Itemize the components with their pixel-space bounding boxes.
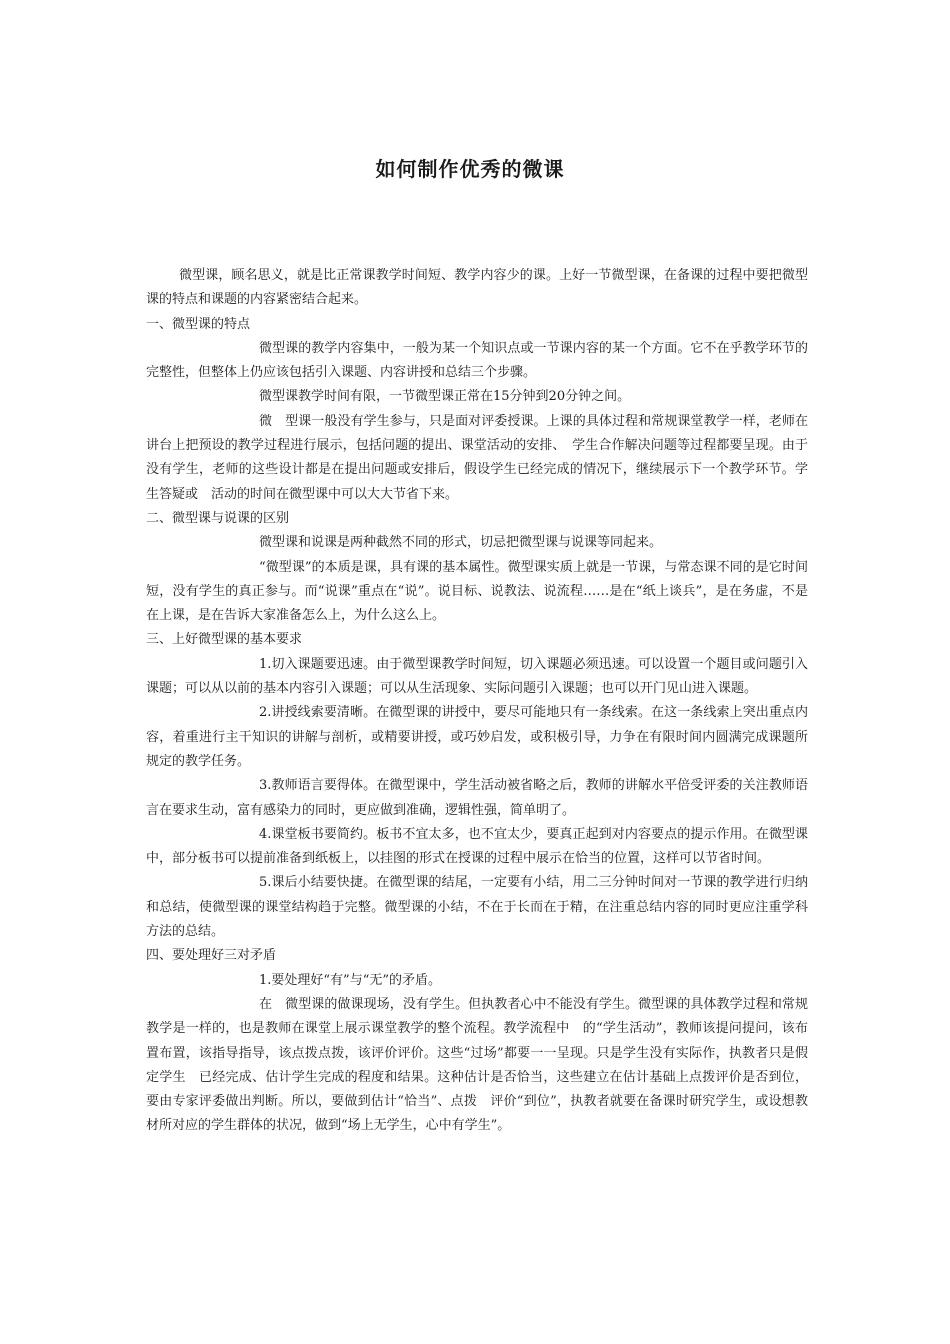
- section-heading-1: 一、微型课的特点: [146, 316, 251, 332]
- paragraph: 微 型课一般没有学生参与，只是面对评委授课。上课的具体过程和常规课堂教学一样，老师在讲台上把预设的教学过程进行展示，包括问题的提出、课堂活动的安排、 学生合作解决问题等过程都要呈现。由于没有学生，老师的这些设计都是在提出问题或安排后，假设学生已经完成的情况下，继续展示下一个教学环节。学生答疑或 活动的时间在微型课中可以大大节省下来。: [146, 413, 808, 502]
- document-title: 如何制作优秀的微课: [375, 157, 565, 181]
- intro-paragraph: 微型课，顾名思义，就是比正常课教学时间短、教学内容少的课。上好一节微型课，在备课的过程中要把微型课的特点和课题的内容紧密结合起来。: [146, 268, 808, 308]
- paragraph: “微型课”的本质是课，具有课的基本属性。微型课实质上就是一节课，与常态课不同的是它时间短，没有学生的真正参与。而“说课”重点在“说”。说目标、说教法、说流程……是在“纸上谈兵”，是在务虚，不是在上课，是在告诉大家准备怎么上，为什么这么上。: [146, 559, 808, 624]
- document-body: [146, 264, 808, 1139]
- paragraph: 微型课的教学内容集中，一般为某一个知识点或一节课内容的某一个方面。它不在乎教学环节的完整性，但整体上仍应该包括引入课题、内容讲授和总结三个步骤。: [146, 340, 808, 381]
- paragraph: 4.课堂板书要简约。板书不宜太多，也不宜太少，要真正起到对内容要点的提示作用。在微型课中，部分板书可以提前准备到纸板上，以挂图的形式在授课的过程中展示在恰当的位置，这样可以节省时间。: [146, 826, 808, 867]
- paragraph: 微型课和说课是两种截然不同的形式，切忌把微型课与说课等同起来。: [259, 535, 663, 551]
- paragraph: 微型课教学时间有限，一节微型课正常在15分钟到20分钟之间。: [259, 389, 631, 405]
- paragraph: 5.课后小结要快捷。在微型课的结尾，一定要有小结，用二三分钟时间对一节课的教学进行归纳和总结，使微型课的课堂结构趋于完整。微型课的小结，不在于长而在于精，在注重总结内容的同时更应注重学科方法的总结。: [146, 875, 808, 940]
- section-heading-2: 二、微型课与说课的区别: [146, 510, 290, 526]
- section-heading-4: 四、要处理好三对矛盾: [146, 948, 277, 964]
- paragraph: 2.讲授线索要清晰。在微型课的讲授中，要尽可能地只有一条线索。在这一条线索上突出重点内容，着重进行主干知识的讲解与剖析，或精要讲授，或巧妙启发，或积极引导，力争在有限时间内圆满完成课题所规定的教学任务。: [146, 705, 808, 769]
- paragraph: 在 微型课的做课现场，没有学生。但执教者心中不能没有学生。微型课的具体教学过程和常规教学是一样的，也是教师在课堂上展示课堂教学的整个流程。教学流程中 的“学生活动”，教师该提问提问，该布置布置，该指导指导，该点拨点拨，该评价评价。这些“过场”都要一一呈现。只是学生没有实际作，执教者只是假定学生 已经完成、估计学生完成的程度和结果。这种估计是否恰当，这些建立在估计基础上点拨评价是否到位，要由专家评委做出判断。所以，要做到估计“恰当”、点拨 评价“到位”，执教者就要在备课时研究学生，或设想教材所对应的学生群体的状况，做到“场上无学生，心中有学生”。: [146, 996, 808, 1134]
- paragraph: 1.切入课题要迅速。由于微型课教学时间短，切入课题必须迅速。可以设置一个题目或问题引入课题；可以从以前的基本内容引入课题；可以从生活现象、实际问题引入课题；也可以开门见山进入课题。: [146, 656, 808, 697]
- paragraph: 1.要处理好“有”与“无”的矛盾。: [259, 972, 441, 988]
- paragraph: 3.教师语言要得体。在微型课中，学生活动被省略之后，教师的讲解水平倍受评委的关注教师语言在要求生动，富有感染力的同时，更应做到准确，逻辑性强，简单明了。: [146, 778, 808, 818]
- section-heading-3: 三、上好微型课的基本要求: [146, 632, 303, 648]
